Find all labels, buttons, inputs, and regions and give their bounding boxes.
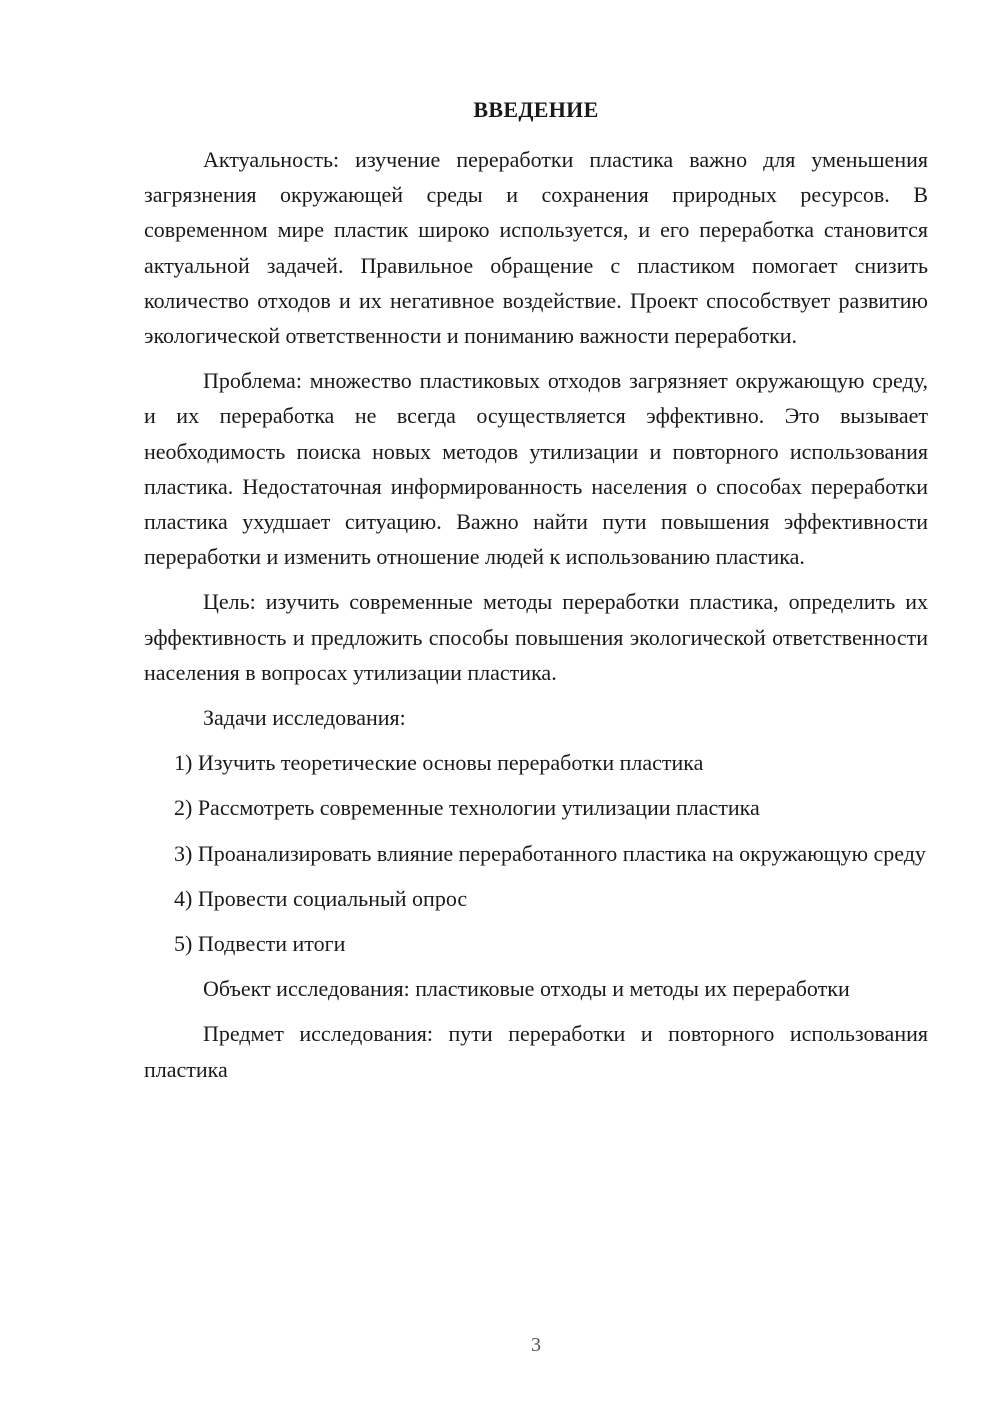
page-number: 3 xyxy=(531,1334,541,1356)
paragraph-problem: Проблема: множество пластиковых отходов загрязняет окружающую среду, и их переработка не всегда осуществляется эффективно. Это вызывает необходимость поиска новых методов утилизации и повторного использования пластика. Недостаточная информированность населения о способах переработки пластика ухудшает ситуацию. Важно найти пути повышения эффективности переработки и изменить отношение людей к использованию пластика. xyxy=(144,368,928,570)
document-body xyxy=(144,142,928,1097)
task-item-4: 4) Провести социальный опрос xyxy=(174,885,468,911)
task-item-1: 1) Изучить теоретические основы переработки пластика xyxy=(174,750,704,776)
paragraph-goal: Цель: изучить современные методы переработки пластика, определить их эффективность и предложить способы повышения экологической ответственности населения в вопросах утилизации пластика. xyxy=(144,589,928,685)
task-item-2: 2) Рассмотреть современные технологии утилизации пластика xyxy=(174,795,760,821)
paragraph-object: Объект исследования: пластиковые отходы и методы их переработки xyxy=(203,976,850,1002)
task-item-3: 3) Проанализировать влияние переработанного пластика на окружающую среду xyxy=(174,840,926,866)
paragraph-relevance: Актуальность: изучение переработки пластика важно для уменьшения загрязнения окружающей среды и сохранения природных ресурсов. В современном мире пластик широко используется, и его переработка становится актуальной задачей. Правильное обращение с пластиком помогает снизить количество отходов и их негативное воздействие. Проект способствует развитию экологической ответственности и пониманию важности переработки. xyxy=(144,147,928,349)
paragraph-subject: Предмет исследования: пути переработки и повторного использования пластика xyxy=(144,1021,928,1082)
task-item-5: 5) Подвести итоги xyxy=(174,931,346,957)
tasks-heading: Задачи исследования: xyxy=(203,705,406,731)
page-title: ВВЕДЕНИЕ xyxy=(473,97,599,122)
